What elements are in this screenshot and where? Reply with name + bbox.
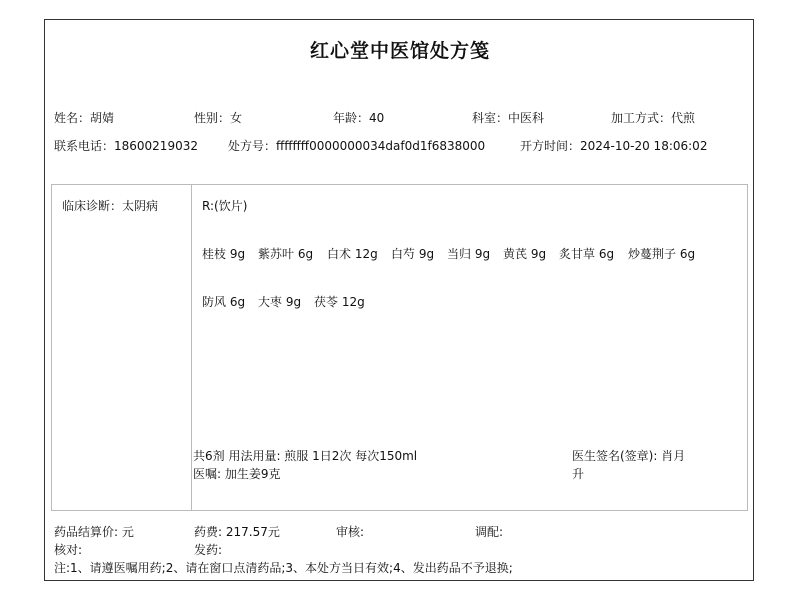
- herb-item: 紫苏叶 6g: [258, 247, 314, 261]
- herb-item: 炙甘草 6g: [559, 247, 615, 261]
- doctor-signature: 医生签名(签章): 肖月: [572, 449, 686, 463]
- column-divider: [191, 184, 192, 511]
- footer-notes: 注:1、请遵医嘱用药;2、请在窗口点清药品;3、本处方当日有效;4、发出药品不予退换;: [54, 561, 513, 575]
- medical-advice: 医嘱: 加生姜9克: [193, 467, 281, 481]
- herb-item: 茯苓 12g: [314, 295, 365, 309]
- contact-phone: 联系电话：18600219032: [54, 139, 198, 153]
- processing-method: 加工方式：代煎: [611, 111, 696, 125]
- page-title: 红心堂中医馆处方笺: [309, 40, 490, 62]
- doctor-signature-continued: 升: [572, 467, 585, 481]
- clinical-diagnosis: 临床诊断：太阴病: [62, 199, 159, 213]
- drug-fee: 药费: 217.57元: [194, 525, 280, 539]
- patient-age: 年龄：40: [333, 111, 385, 125]
- herb-item: 桂枝 9g: [202, 247, 246, 261]
- rx-header: R:(饮片): [202, 199, 248, 213]
- prescription-number: 处方号：ffffffff0000000034daf0d1f6838000: [228, 139, 486, 153]
- prescription-time: 开方时间：2024-10-20 18:06:02: [520, 139, 708, 153]
- check-label: 核对:: [54, 543, 83, 557]
- patient-name: 姓名：胡婧: [54, 111, 115, 125]
- herb-item: 防风 6g: [202, 295, 246, 309]
- issue-label: 发药:: [194, 543, 223, 557]
- herb-item: 炒蔓荆子 6g: [628, 247, 696, 261]
- patient-gender: 性别：女: [194, 111, 243, 125]
- herb-item: 大枣 9g: [258, 295, 302, 309]
- review-label: 审核:: [336, 525, 365, 539]
- herb-item: 当归 9g: [447, 247, 491, 261]
- settlement-price: 药品结算价: 元: [54, 525, 134, 539]
- usage-instructions: 共6剂 用法用量: 煎服 1日2次 每次150ml: [193, 449, 418, 463]
- herb-item: 白术 12g: [327, 247, 378, 261]
- department: 科室：中医科: [472, 111, 545, 125]
- herb-item: 白芍 9g: [391, 247, 435, 261]
- herb-item: 黄芪 9g: [503, 247, 547, 261]
- dispense-mix-label: 调配:: [475, 525, 504, 539]
